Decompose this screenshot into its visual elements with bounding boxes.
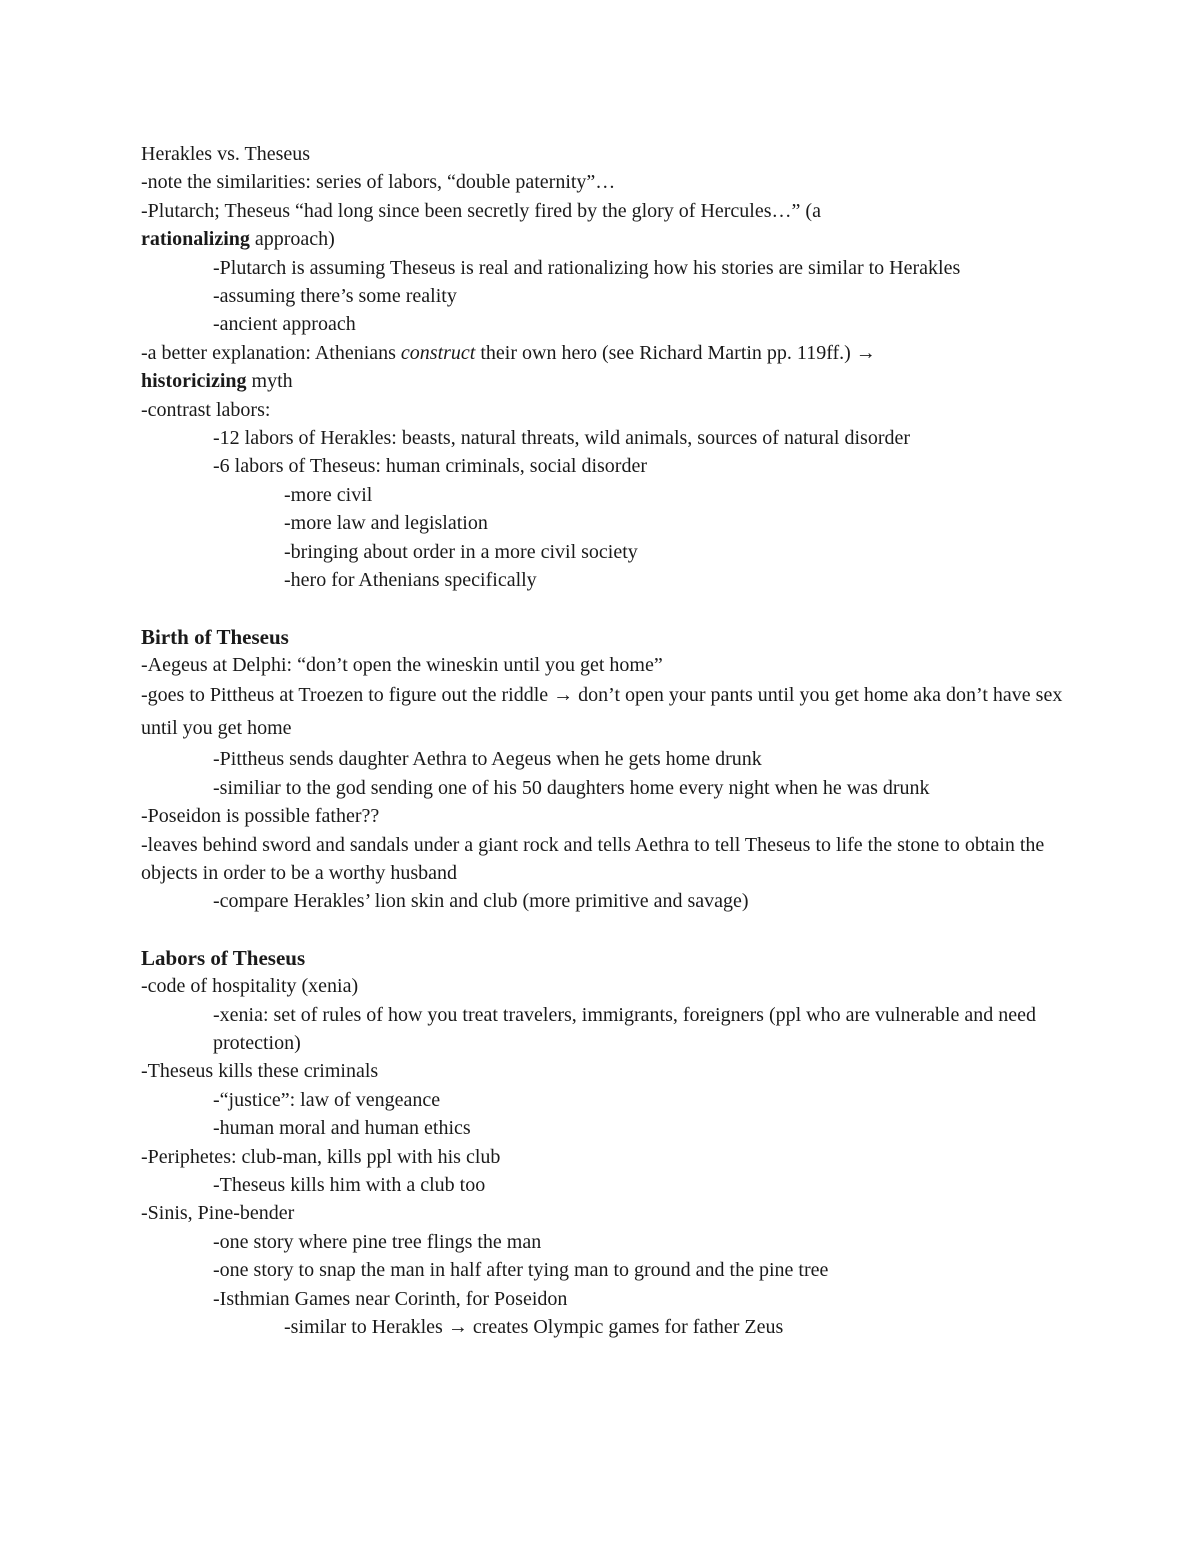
note-line: -one story where pine tree flings the man [213,1230,542,1253]
note-line: -one story to snap the man in half after tying man to ground and the pine tree [213,1259,829,1282]
note-line: -Isthmian Games near Corinth, for Poseidon [213,1287,568,1310]
note-line: -6 labors of Theseus: human criminals, social disorder [213,455,647,478]
note-line: -Sinis, Pine-bender [141,1202,295,1225]
note-line: -Theseus kills him with a club too [213,1174,486,1196]
bold-term: historicizing [141,370,247,393]
note-line: -Periphetes: club-man, kills ppl with his club [141,1145,501,1168]
note-line: -more law and legislation [284,512,488,535]
note-line: -hero for Athenians specifically [284,569,537,592]
note-text: their own hero (see Richard Martin pp. 119ff.) → [475,341,876,364]
note-line: -“justice”: law of vengeance [213,1088,441,1111]
note-line: -Aegeus at Delphi: “don’t open the wineskin until you get home” [141,653,663,676]
note-line: -goes to Pittheus at Troezen to figure out the riddle → don’t open your pants until you get home aka don’t have sex until you get home [141,684,1063,740]
note-line: -similiar to the god sending one of his 50 daughters home every night when he was drunk [213,776,930,799]
note-line: -assuming there’s some reality [213,285,457,308]
note-line: -contrast labors: [141,398,271,421]
note-line: -ancient approach [213,313,356,336]
note-text: -a better explanation: Athenians [141,341,401,364]
italic-term: construct [400,341,476,364]
notes-body [141,140,1071,1341]
note-line: -Pittheus sends daughter Aethra to Aegeus when he gets home drunk [213,748,762,771]
note-line: -human moral and human ethics [213,1117,471,1140]
note-line: -leaves behind sword and sandals under a giant rock and tells Aethra to tell Theseus to life the stone to obtain the objects in order to be a worthy husband [141,833,1045,884]
note-line [141,225,1071,253]
section-title: Herakles vs. Theseus [141,143,311,165]
note-line: -similar to Herakles → creates Olympic games for father Zeus [284,1316,784,1339]
note-line: -bringing about order in a more civil society [284,540,638,563]
note-line [141,339,1071,367]
note-line: -more civil [284,483,373,506]
section-heading: Labors of Theseus [141,945,306,970]
note-line: -Plutarch is assuming Theseus is real and rationalizing how his stories are similar to Herakles [213,256,961,279]
note-line: -Plutarch; Theseus “had long since been secretly fired by the glory of Hercules…” (a [141,199,821,222]
note-text: approach) [249,228,335,251]
bold-term: rationalizing [141,228,250,251]
note-line: -note the similarities: series of labors, “double paternity”… [141,171,616,194]
section-heading: Birth of Theseus [141,624,289,649]
note-line: -compare Herakles’ lion skin and club (more primitive and savage) [213,890,749,913]
note-line: -Theseus kills these criminals [141,1060,379,1083]
spacer [141,916,1071,944]
note-line: -12 labors of Herakles: beasts, natural threats, wild animals, sources of natural disorder [213,427,911,450]
note-line: -code of hospitality (xenia) [141,975,359,998]
note-line: -xenia: set of rules of how you treat travelers, immigrants, foreigners (ppl who are vulnerable and need protection) [213,1003,1037,1054]
note-text: myth [246,370,293,393]
spacer [141,595,1071,623]
note-line: -Poseidon is possible father?? [141,805,380,828]
note-line [141,367,1071,395]
